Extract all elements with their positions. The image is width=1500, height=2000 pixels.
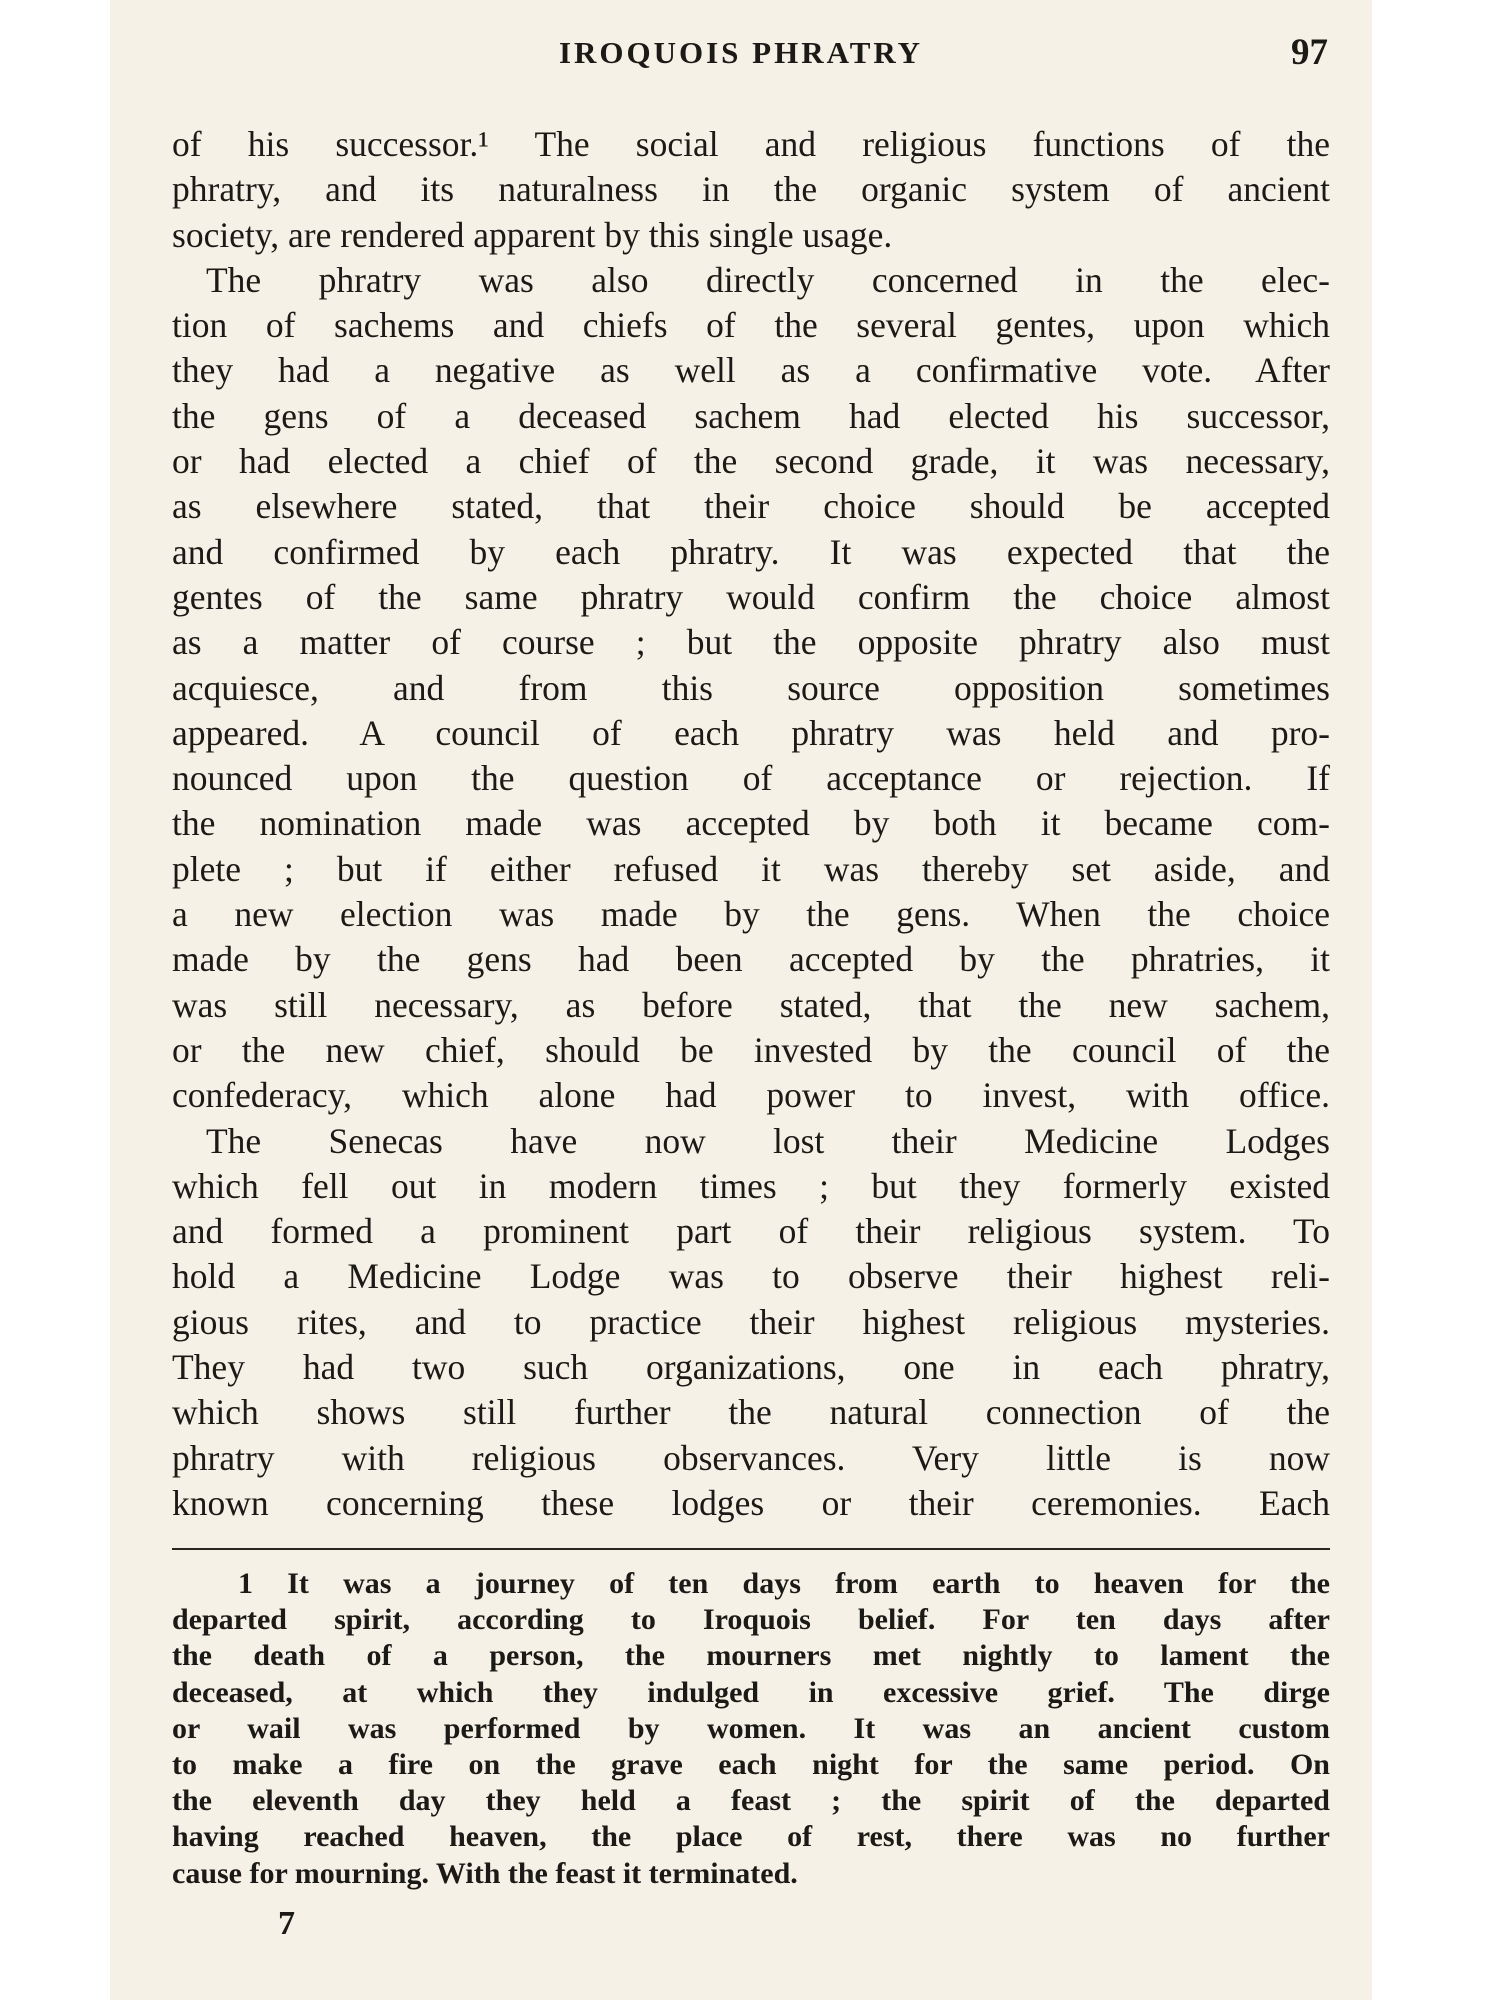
body-line: which fell out in modern times ; but they formerly existed [172, 1165, 1330, 1206]
body-line: the gens of a deceased sachem had elected his successor, [172, 395, 1330, 436]
body-line: and formed a prominent part of their religious system. To [172, 1211, 1330, 1252]
footnote-line: the death of a person, the mourners met nightly to lament the [172, 1639, 1330, 1673]
body-line: gentes of the same phratry would confirm the choice almost [172, 576, 1330, 617]
footnote-line: the eleventh day they held a feast ; the spirit of the departed [172, 1784, 1330, 1818]
body-line: of his successor.¹ The social and religious functions of the [172, 124, 1330, 164]
body-text [172, 122, 1330, 1526]
body-line: gious rites, and to practice their highest religious mysteries. [172, 1301, 1330, 1342]
footnote-line: or wail was performed by women. It was an ancient custom [172, 1711, 1330, 1745]
body-line: hold a Medicine Lodge was to observe their highest reli- [172, 1256, 1330, 1297]
footnote [172, 1566, 1330, 1892]
book-page [110, 0, 1372, 2000]
body-line: or the new chief, should be invested by the council of the [172, 1029, 1330, 1070]
body-line: made by the gens had been accepted by the phratries, it [172, 939, 1330, 980]
body-line: acquiesce, and from this source opposition sometimes [172, 667, 1330, 708]
body-line: phratry with religious observances. Very little is now [172, 1437, 1330, 1478]
body-line: as a matter of course ; but the opposite phratry also must [172, 622, 1330, 663]
body-line: plete ; but if either refused it was thereby set aside, and [172, 848, 1330, 889]
footnote-line: cause for mourning. With the feast it terminated. [172, 1856, 798, 1890]
body-line: phratry, and its naturalness in the organic system of ancient [172, 169, 1330, 210]
body-line: tion of sachems and chiefs of the several gentes, upon which [172, 305, 1330, 346]
body-line: which shows still further the natural connection of the [172, 1392, 1330, 1433]
body-line: They had two such organizations, one in each phratry, [172, 1347, 1330, 1388]
body-line: or had elected a chief of the second grade, it was necessary, [172, 441, 1330, 482]
signature-mark: 7 [278, 1905, 295, 1942]
body-line: they had a negative as well as a confirmative vote. After [172, 350, 1330, 391]
footnote-line: having reached heaven, the place of rest, there was no further [172, 1820, 1330, 1854]
running-head [110, 28, 1372, 78]
footnote-rule [172, 1548, 1330, 1550]
running-title: IROQUOIS PHRATRY [558, 35, 924, 70]
body-line: confederacy, which alone had power to invest, with office. [172, 1075, 1330, 1116]
body-line: the nomination made was accepted by both it became com- [172, 803, 1330, 844]
footnote-line: departed spirit, according to Iroquois belief. For ten days after [172, 1603, 1330, 1637]
page-number: 97 [1291, 32, 1328, 73]
body-line: society, are rendered apparent by this single usage. [172, 214, 893, 255]
body-line: nounced upon the question of acceptance or rejection. If [172, 758, 1330, 799]
footnote-line: 1 It was a journey of ten days from earth to heaven for the [238, 1567, 1330, 1600]
footnote-line: deceased, at which they indulged in excessive grief. The dirge [172, 1675, 1330, 1709]
body-line: The phratry was also directly concerned in the elec- [206, 259, 1330, 300]
body-line: a new election was made by the gens. When the choice [172, 894, 1330, 935]
body-line: The Senecas have now lost their Medicine Lodges [206, 1120, 1330, 1161]
footnote-line: to make a fire on the grave each night for the same period. On [172, 1747, 1330, 1781]
body-line: known concerning these lodges or their ceremonies. Each [172, 1482, 1330, 1523]
body-line: and confirmed by each phratry. It was expected that the [172, 531, 1330, 572]
body-line: was still necessary, as before stated, that the new sachem, [172, 984, 1330, 1025]
body-line: appeared. A council of each phratry was held and pro- [172, 712, 1330, 753]
body-line: as elsewhere stated, that their choice should be accepted [172, 486, 1330, 527]
